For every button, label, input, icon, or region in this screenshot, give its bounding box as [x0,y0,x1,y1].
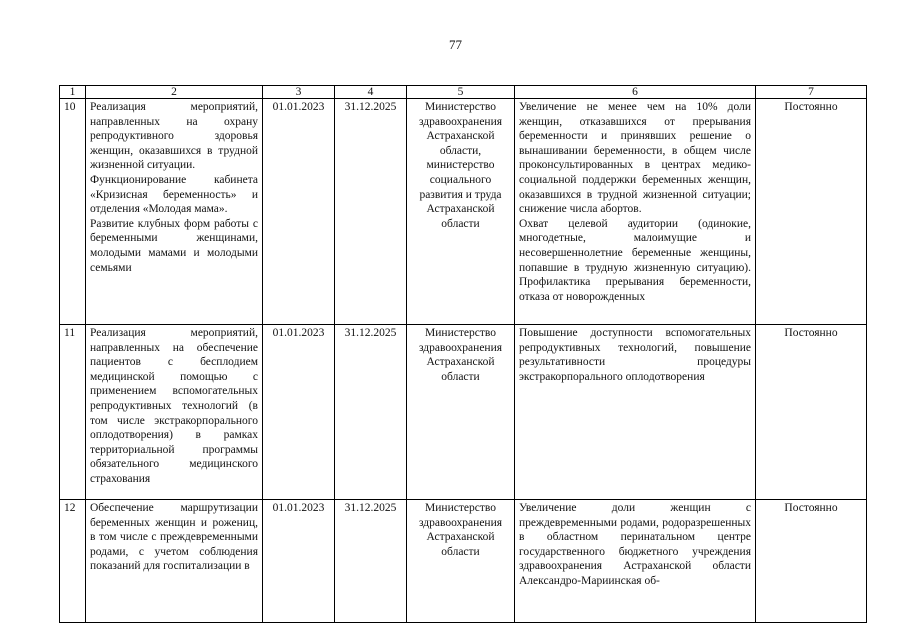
column-header: 3 [263,86,335,99]
activity-cell [86,325,263,500]
column-header: 7 [756,86,867,99]
start-date: 01.01.2023 [263,99,335,325]
column-header: 5 [407,86,515,99]
activity-cell [86,500,263,623]
activity-cell [86,99,263,325]
table-row [60,325,867,500]
measures-table [59,85,867,623]
executor-cell: Министерство здравоохранения Астраханской области [407,325,515,500]
activity-text: Функционирование кабинета «Кризисная беременность» и отделения «Молодая мама». [90,173,258,216]
activity-text: Реализация мероприятий, направленных на обеспечение пациентов с бесплодием медицинской помощью с применением вспомогательных репродуктивных технологий (в том числе экстракорпорального оплодотворения) в рамках территориальной программы обязательного медицинского страхования [90,327,258,485]
activity-text: Развитие клубных форм работы с беременными женщинами, молодыми мамами и молодыми семьями [90,217,258,274]
start-date: 01.01.2023 [263,325,335,500]
column-number-row [60,86,867,99]
result-text: Повышение доступности вспомогательных репродуктивных технологий, повышение результативности процедуры экстракорпорального оплодотворения [519,327,751,383]
result-text: Увеличение не менее чем на 10% доли женщин, отказавшихся от прерывания беременности и принявших решение о вынашивании беременности, в общем числе проконсультированных в центрах медико-социальной поддержки беременных женщин, оказавшихся в трудной жизненной ситуации; снижение числа абортов. [519,101,751,216]
result-cell [515,325,756,500]
row-number: 12 [60,500,86,623]
activity-text: Обеспечение маршрутизации беременных женщин и рожениц, в том числе с преждевременными родами, с учетом соблюдения показаний для госпитализации в [90,502,258,573]
result-text: Охват целевой аудитории (одинокие, многодетные, малоимущие и несовершеннолетние беременные женщины, попавшие в трудную жизненную ситуацию). Профилактика прерывания беременности, отказа от новорожденных [519,217,751,303]
column-header: 1 [60,86,86,99]
period-cell: Постоянно [756,99,867,325]
end-date: 31.12.2025 [335,325,407,500]
period-cell: Постоянно [756,500,867,623]
column-header: 4 [335,86,407,99]
table-row [60,500,867,623]
start-date: 01.01.2023 [263,500,335,623]
row-number: 10 [60,99,86,325]
end-date: 31.12.2025 [335,99,407,325]
period-cell: Постоянно [756,325,867,500]
executor-cell: Министерство здравоохранения Астраханской области [407,500,515,623]
end-date: 31.12.2025 [335,500,407,623]
table-row [60,99,867,325]
executor-cell: Министерство здравоохранения Астраханской области, министерство социального развития и труда Астраханской области [407,99,515,325]
result-cell [515,99,756,325]
column-header: 2 [86,86,263,99]
result-text: Увеличение доли женщин с преждевременными родами, родоразрешенных в областном перинатальном центре государственного бюджетного учреждения здравоохранения Астраханской области Александро-Мариинская об- [519,502,751,587]
column-header: 6 [515,86,756,99]
page-number: 77 [449,37,462,52]
result-cell [515,500,756,623]
activity-text: Реализация мероприятий, направленных на охрану репродуктивного здоровья женщин, оказавшихся в трудной жизненной ситуации. [90,101,258,172]
row-number: 11 [60,325,86,500]
